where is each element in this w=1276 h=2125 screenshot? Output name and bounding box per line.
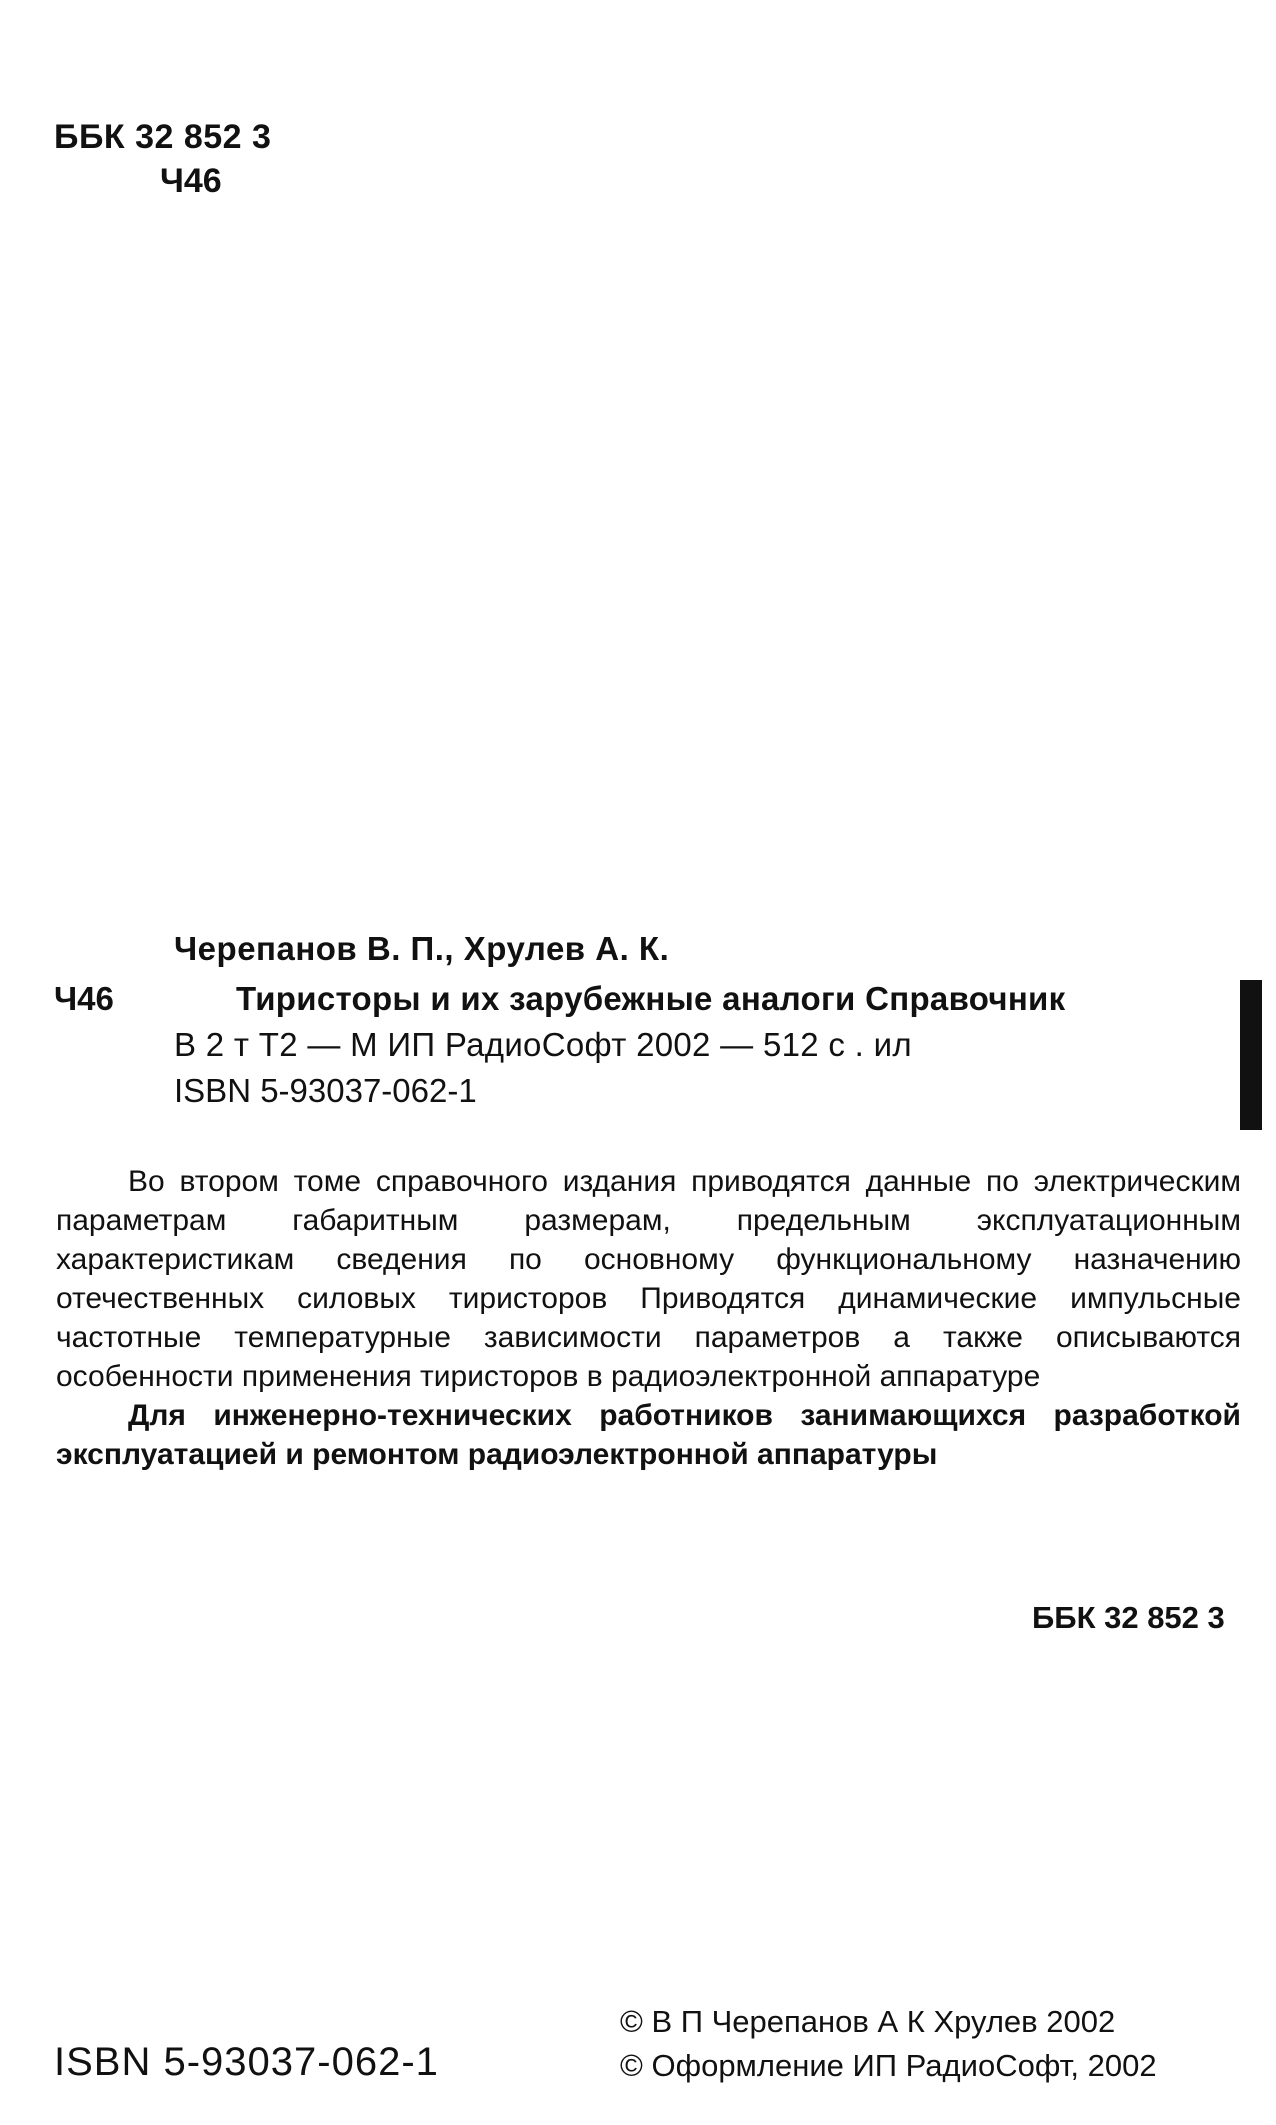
authors: Черепанов В. П., Хрулев А. К. <box>174 930 670 967</box>
annotation-block <box>56 1162 1241 1474</box>
isbn: ISBN 5-93037-062-1 <box>174 1072 477 1109</box>
publication-details: В 2 т Т2 — М ИП РадиоСофт 2002 — 512 с . ил <box>174 1026 912 1063</box>
audience-text: Для инженерно-технических работников занимающихся разработкой эксплуатацией и ремонтом радиоэлектронной аппаратуры <box>56 1399 1241 1471</box>
scan-margin-bar <box>1240 980 1262 1130</box>
author-mark: Ч46 <box>54 980 114 1017</box>
isbn-bottom: ISBN 5-93037-062-1 <box>54 2040 439 2084</box>
bbk-classification-bottom: ББК 32 852 3 <box>1032 1600 1225 1635</box>
book-title: Тиристоры и их зарубежные аналоги Справочник <box>236 980 1066 1017</box>
annotation-text: Во втором томе справочного издания приводятся данные по электрическим параметрам габаритным размерам, предельным эксплуатационным характеристикам сведения по основному функциональному назначению отечественных силовых тиристоров Приводятся динамические импульсные частотные температурные зависимости параметров а также описываются особенности применения тиристоров в радиоэлектронной аппаратуре <box>56 1165 1241 1393</box>
author-mark-top: Ч46 <box>160 162 222 200</box>
bbk-classification-top: ББК 32 852 3 <box>54 118 272 156</box>
copyright-authors: © В П Черепанов А К Хрулев 2002 <box>620 2004 1116 2039</box>
copyright-design: © Оформление ИП РадиоСофт, 2002 <box>620 2048 1157 2083</box>
